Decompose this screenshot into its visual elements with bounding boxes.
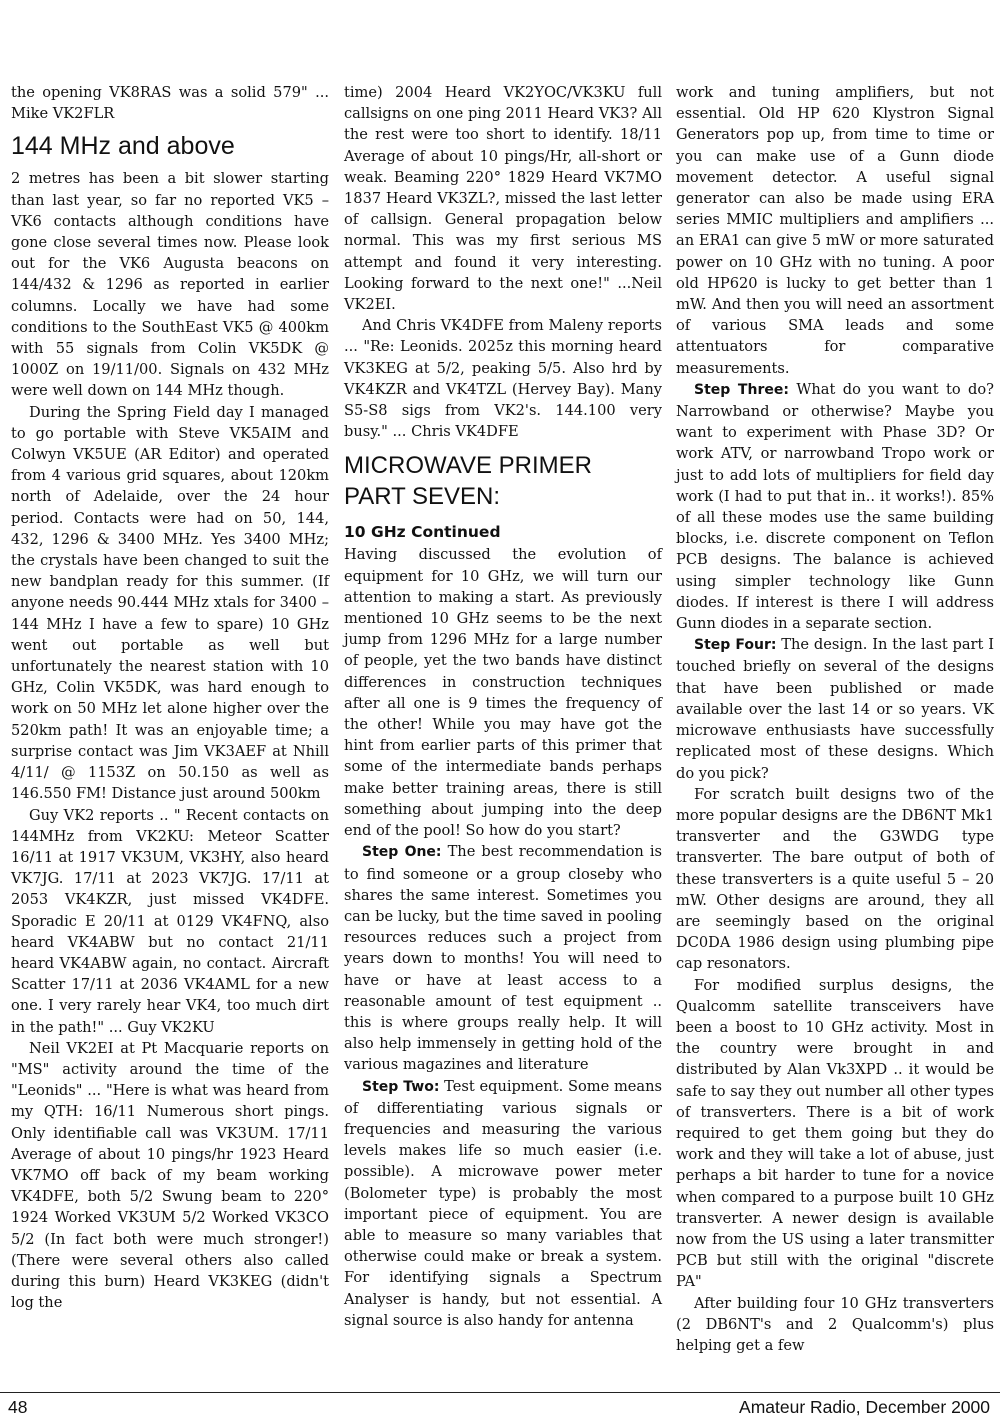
subheading-10ghz: 10 GHz Continued [344, 523, 501, 542]
heading-line: PART SEVEN: [344, 483, 501, 511]
step-text: Test equipment. Some means of differentiating various signals or frequencies and measuring the various levels makes life so much easier (i.e. possible). A microwave power meter (Bolometer type) is probably the most important piece of equipment. You are able to measure so many variables that otherwise could make or break a system. For identifying signals a Spectrum Analyser is handy, but not essential. A signal source is also handy for antenna [344, 1077, 663, 1329]
paragraph: For modified surplus designs, the Qualcomm satellite transceivers have been a boost to 10 GHz activity. Most in the country were brought in and distributed by Alan Vk3XPD .. it would be safe to say they out number all other types of transverters. There is a bit of work required to get them going but they do work and they will take a lot of abuse, just perhaps a bit harder to tune for a novice when compared to a purpose built 10 GHz transverter. A newer design is available now from the US using a later transmitter PCB but still with the original "discrete PA" [676, 976, 994, 1291]
step-label: Step One: [362, 844, 442, 861]
paragraph-step-three [676, 379, 994, 634]
step-text: The design. In the last part I touched briefly on several of the designs that have been published or made available over the last 14 or so years. VK microwave enthusiasts have successfully replicated most of these designs. Which do you pick? [676, 636, 994, 782]
step-text: What do you want to do? Narrowband or otherwise? Maybe you want to experiment with Phase 3D? Or work ATV, or narrowband Tropo work or just to add lots of multipliers for field day work (I had to put that in.. it works!). 85% of all these modes use the same building blocks, i.e. discrete component on Teflon PCB designs. The balance is achieved using simpler technology like Gunn diodes. If interest is there I will address Gunn diodes in a separate section. [676, 380, 994, 633]
paragraph: Guy VK2 reports .. " Recent contacts on 144MHz from VK2KU: Meteor Scatter 16/11 at 1917 VK3UM, VK3HY, also heard VK7JG. 17/11 at 2023 VK7JG. 17/11 at 2053 VK4KZR, just missed VK4DFE. Sporadic E 20/11 at 0129 VK4FNQ, also heard VK4ABW but no contact 21/11 heard VK4ABW again, no contact. Aircraft Scatter 17/11 at 2036 VK4AML for a new one. I very rarely hear VK4, too much dirt in the path!" ... Guy VK2KU [11, 806, 329, 1036]
paragraph: time) 2004 Heard VK2YOC/VK3KU full callsigns on one ping 2011 Heard VK3? All the rest were too short to identify. 18/11 Average of about 10 pings/Hr, all-short or weak. Beaming 220° 1829 Heard VK7MO 1837 Heard VK3ZL?, missed the last letter of callsign. General propagation below normal. This was my first serious MS attempt and found it very interesting. Looking forward to the next one!" ...Neil VK2EI. [344, 84, 662, 314]
paragraph: During the Spring Field day I managed to go portable with Steve VK5AIM and Colwyn VK5UE (AR Editor) and operated from 4 various grid squares, about 120km north of Adelaide, over the 24 hour period. Contacts were had on 50, 144, 432, 1296 & 3400 MHz. Yes 3400 MHz; the crystals have been changed to suit the new bandplan ready for this summer. (If anyone needs 90.444 MHz xtals for 3400 – 144 MHz I have a few to spare) 10 GHz went out portable as well but unfortunately the nearest station with 10 GHz, Colin VK5DK, was hard enough to work on 50 MHz let alone higher over the 520km path! It was an enjoyable time; a surprise contact was Jim VK3AEF at Nhill 4/11/ @ 1153Z on 50.150 as well as 146.550 FM! Distance just around 500km [11, 403, 329, 803]
paragraph-step-two [344, 1076, 662, 1331]
page-number: 48 [8, 1397, 28, 1417]
step-label: Step Four: [694, 637, 777, 654]
step-label: Step Three: [694, 381, 789, 398]
paragraph: And Chris VK4DFE from Maleny reports ... "Re: Leonids. 2025z this morning heard VK3KEG at 5/2, peaking 5/5. Also hrd by VK4KZR and VK4TZL (Hervey Bay). Many S5-S8 sigs from VK2's. 144.100 very busy." ... Chris VK4DFE [344, 317, 662, 441]
paragraph-step-four [676, 634, 994, 783]
paragraph-step-one [344, 841, 662, 1075]
column-2 [344, 82, 662, 1331]
step-label: Step Two: [362, 1078, 440, 1095]
column-3 [676, 82, 994, 1356]
paragraph: For scratch built designs two of the more popular designs are the DB6NT Mk1 transverter and the G3WDG type transverter. The bare output of both of these transverters is a quite useful 5 – 20 mW. Other designs are around, they all are seemingly based on the original DC0DA 1986 design using plumbing pipe cap resonators. [676, 785, 994, 973]
journal-footer: Amateur Radio, December 2000 [739, 1397, 990, 1417]
section-heading-144mhz: 144 MHz and above [11, 132, 235, 161]
column-1 [11, 82, 329, 1313]
paragraph: the opening VK8RAS was a solid 579" ... Mike VK2FLR [11, 84, 329, 123]
footer-rule [0, 1392, 1000, 1393]
paragraph: Neil VK2EI at Pt Macquarie reports on "MS" activity around the time of the "Leonids" ... "Here is what was heard from my QTH: 16/11 Numerous short pings. Only identifiable call was VK3UM. 17/11 Average of about 10 pings/hr 1923 Heard VK7MO off back of my beam working VK4DFE, both 5/2 Swung beam to 220° 1924 Worked VK3UM 5/2 Worked VK3CO 5/2 (In fact both were much stronger!) (There were several others also called during this burn) Heard VK3KEG (didn't log the [11, 1039, 329, 1312]
paragraph: work and tuning amplifiers, but not essential. Old HP 620 Klystron Signal Generators pop up, from time to time or you can make use of a Gunn diode movement detector. A useful signal generator can also be made using ERA series MMIC multipliers and amplifiers ... an ERA1 can give 5 mW or more saturated power on 10 GHz with no tuning. A poor old HP620 is lucky to get better than 1 mW. And then you will need an assortment of various SMA leads and some attentuators for comparative measurements. [676, 84, 994, 377]
paragraph: After building four 10 GHz transverters (2 DB6NT's and 2 Qualcomm's) plus helping get a few [676, 1294, 994, 1354]
section-heading-microwave-primer [344, 450, 662, 512]
heading-line: MICROWAVE PRIMER [344, 452, 593, 480]
step-text: The best recommendation is to find someone or a group closeby who shares the same interest. Sometimes you can be lucky, but the time saved in pooling resources reduces such a project from years down to months! You will need to have or have at least access to a reasonable amount of test equipment .. this is where groups really help. It will also help immensely in getting hold of the various magazines and literature [344, 843, 662, 1074]
paragraph: 2 metres has been a bit slower starting than last year, so far no reported VK5 – VK6 contacts although conditions have gone close several times now. Please look out for the VK6 Augusta beacons on 144/432 & 1296 as reported in earlier columns. Locally we have had some conditions to the SouthEast VK5 @ 400km with 55 signals from Colin VK5DK @ 1000Z on 19/11/00. Signals on 432 MHz were well down on 144 MHz though. [11, 170, 329, 400]
paragraph: Having discussed the evolution of equipment for 10 GHz, we will turn our attention to making a start. As previously mentioned 10 GHz seems to be the next jump from 1296 MHz for a large number of people, yet the two bands have distinct differences in construction techniques after all one is 9 times the frequency of the other! While you may have got the hint from earlier parts of this primer that some of the intermediate bands perhaps make better training areas, there is still something about jumping into the deep end of the pool! So how do you start? [344, 546, 662, 840]
